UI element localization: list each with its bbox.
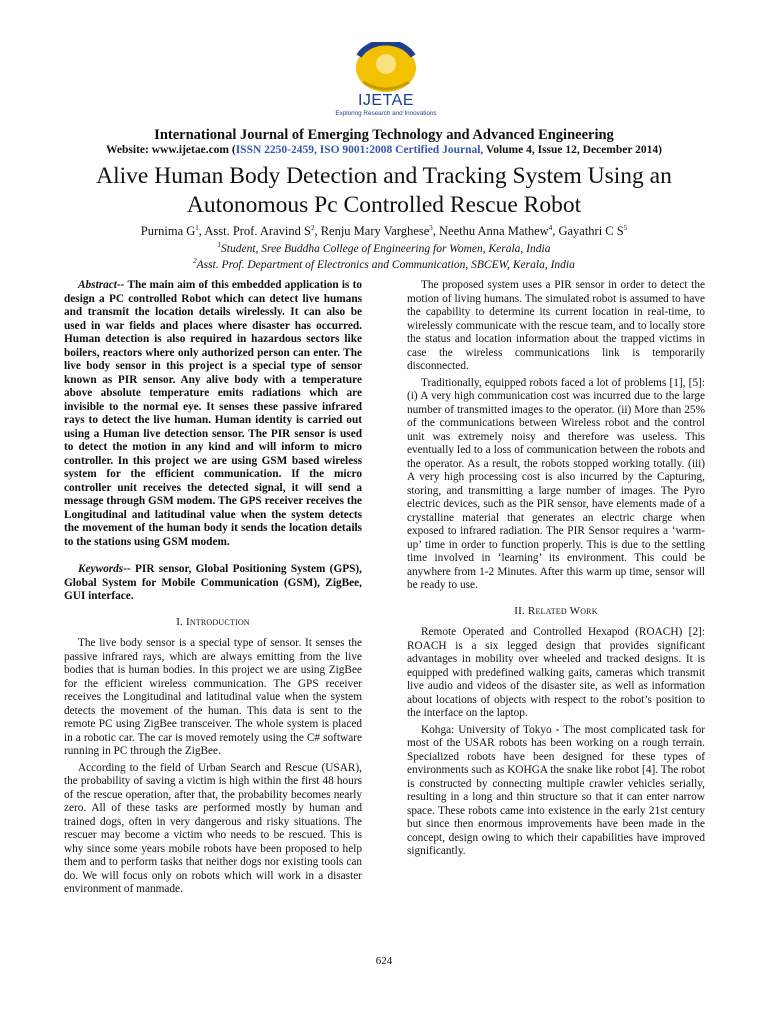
journal-name: International Journal of Emerging Technology and Advanced Engineering — [154, 127, 614, 143]
logo-emblem-icon — [341, 42, 431, 98]
paper-title: Alive Human Body Detection and Tracking System Using an Autonomous Pc Controlled Rescue Robot — [96, 163, 672, 218]
paragraph: According to the field of Urban Search and Rescue (USAR), the probability of saving a victim is high within the first 48 hours of the rescue operation, after that, the probability becomes nearly zero. All of these tasks are performed mostly by human and trained dogs, often in very dangerous and risky situations. The rescuer may become a victim who needs to be rescued. This is why since some years mobile robots have been proposed to help them and to perform tasks that neither dogs nor existing tools can do. We will focus only on robots which will work in a disaster environment of manmade. — [64, 761, 362, 895]
logo-text: IJETAE — [357, 92, 415, 109]
author: Neethu Anna Mathew — [439, 224, 549, 238]
right-column — [407, 279, 705, 862]
logo-subtitle: Exploring Research and Innovations — [335, 110, 437, 117]
paragraph: The live body sensor is a special type of sensor. It senses the passive infrared rays, which are always emitting from the live bodies that is human bodies. In this project we are using ZigBee for the efficient wireless communication. The GPS receiver receives the Longitudinal and latitudinal value when the system detects the movement of the human. This data is sent to the remote PC using ZigBee transceiver. The whole system is placed in a robotic car. The car is moved remotely using the C# software running in PC through the ZigBee. — [64, 637, 362, 757]
keywords — [64, 563, 362, 604]
paragraph: The proposed system uses a PIR sensor in order to detect the motion of living humans. The simulated robot is assumed to have the capability to determine its current location in real-time, to wirelessly communicate with the rescue team, and to locally store the status and location information about the trapped victims in case the wireless communications link is temporarily disconnected. — [407, 279, 705, 372]
keywords-text: PIR sensor, Global Positioning System (GPS), Global System for Mobile Communication (GSM), ZigBee, GUI interface. — [64, 563, 362, 602]
journal-website-line — [0, 144, 768, 156]
paragraph: Traditionally, equipped robots faced a lot of problems [1], [5]: (i) A very high communication cost was incurred due to the large number of transmitted images to the operator. (ii) More than 25% of the communications between Wireless robot and the control unit was extremely noisy and therefore was useless. This eventually led to a loss of communication between the robots and the operator. As a result, the robots stopped working totally. (iii) A very high processing cost is also incurred by the Capturing, storing, and transmitting a large number of images. The Pyro electric devices, such as the PIR sensor, have elements made of a crystalline material that generates an electric charge when exposed to infrared radiation. The PIR Sensor requires a ‘warm-up’ time in order to function properly. This is due to the settling time involved in ‘learning’ its environment. This could be anywhere from 1-2 Minutes. After this warm up time, sensor will be ready to use. — [407, 376, 705, 591]
abstract — [64, 279, 362, 549]
author: Renju Mary Varghese — [320, 224, 430, 238]
journal-logo — [335, 42, 437, 122]
author: Asst. Prof. Aravind S — [204, 224, 311, 238]
keywords-label: Keywords-- — [78, 563, 131, 575]
website-prefix: Website: www.ijetae.com ( — [106, 144, 236, 156]
paragraph: Remote Operated and Controlled Hexapod (ROACH) [2]: ROACH is a six legged design that provides significant advantages in mobility over wheeled and tracked designs. It is equipped with predefined walking gaits, cameras which transmit live audio and videos of the disaster site, as well as information about locations of objects with respect to the robot’s position to the interface on the laptop. — [407, 626, 705, 719]
section-heading-introduction: I. Introduction — [176, 615, 250, 628]
section-heading-related-work: II. Related Work — [514, 604, 598, 617]
author: Purnima G — [140, 224, 196, 238]
page-number: 624 — [375, 955, 393, 967]
affiliation-2: $^2$Asst. Prof. Department of Electronics and Communication, SBCEW, Kerala, India — [193, 257, 575, 271]
author-list: Purnima $G^1$, Asst. Prof. Aravind $S^2$, Renju Mary Varghese$^3$, Neethu Anna Mathew$^4$, Gayathri C $S^5$ — [140, 223, 628, 238]
author: Gayathri C S — [558, 224, 624, 238]
paragraph: Kohga: University of Tokyo - The most complicated task for most of the USAR robots has been working on a rough terrain. Specialized robots have been designed for these types of environments such as KOHGA the snake like robot [4]. The robot is constructed by connecting multiple crawler vehicles serially, resulting in a long and thin structure so that it can enter narrow space. These robots came into existence in the early 21st century but since then enormous improvements have been made in the concept, design owing to which their capabilities have improved significantly. — [407, 723, 705, 857]
abstract-label: Abstract-- — [78, 279, 125, 291]
abstract-text: The main aim of this embedded application is to design a PC controlled Robot which can detect live humans and transmit the location details wirelessly. It can also be used in war fields and places where disaster has occurred. Human detection is also required in hazardous sectors like boilers, reactors where only authorized person can enter. The live body sensor in this project is a special type of sensor known as PIR sensor. Any alive body with a temperature above absolute temperature emits radiations which are invisible to the normal eye. It senses these passive infrared rays to detect the live human. Human identity is carried out using a Human live detection sensor. The PIR sensor is used to detect the motion in any kind and will inform to micro controller. In this project we are using GSM based wireless system for the efficient communication. If the micro controller unit receives the detected signal, it will send a message through GSM modem. The GPS receiver receives the Longitudinal and latitudinal value when the system detects the movement of the human body it sends the location details to the stations using GSM modem. — [64, 279, 362, 548]
issn-text: ISSN 2250-2459, ISO 9001:2008 Certified Journal, — [235, 144, 484, 156]
left-column — [64, 279, 362, 900]
affiliation-1: $^1$Student, Sree Buddha College of Engineering for Women, Kerala, India — [217, 241, 551, 255]
volume-text: Volume 4, Issue 12, December 2014) — [483, 144, 662, 156]
